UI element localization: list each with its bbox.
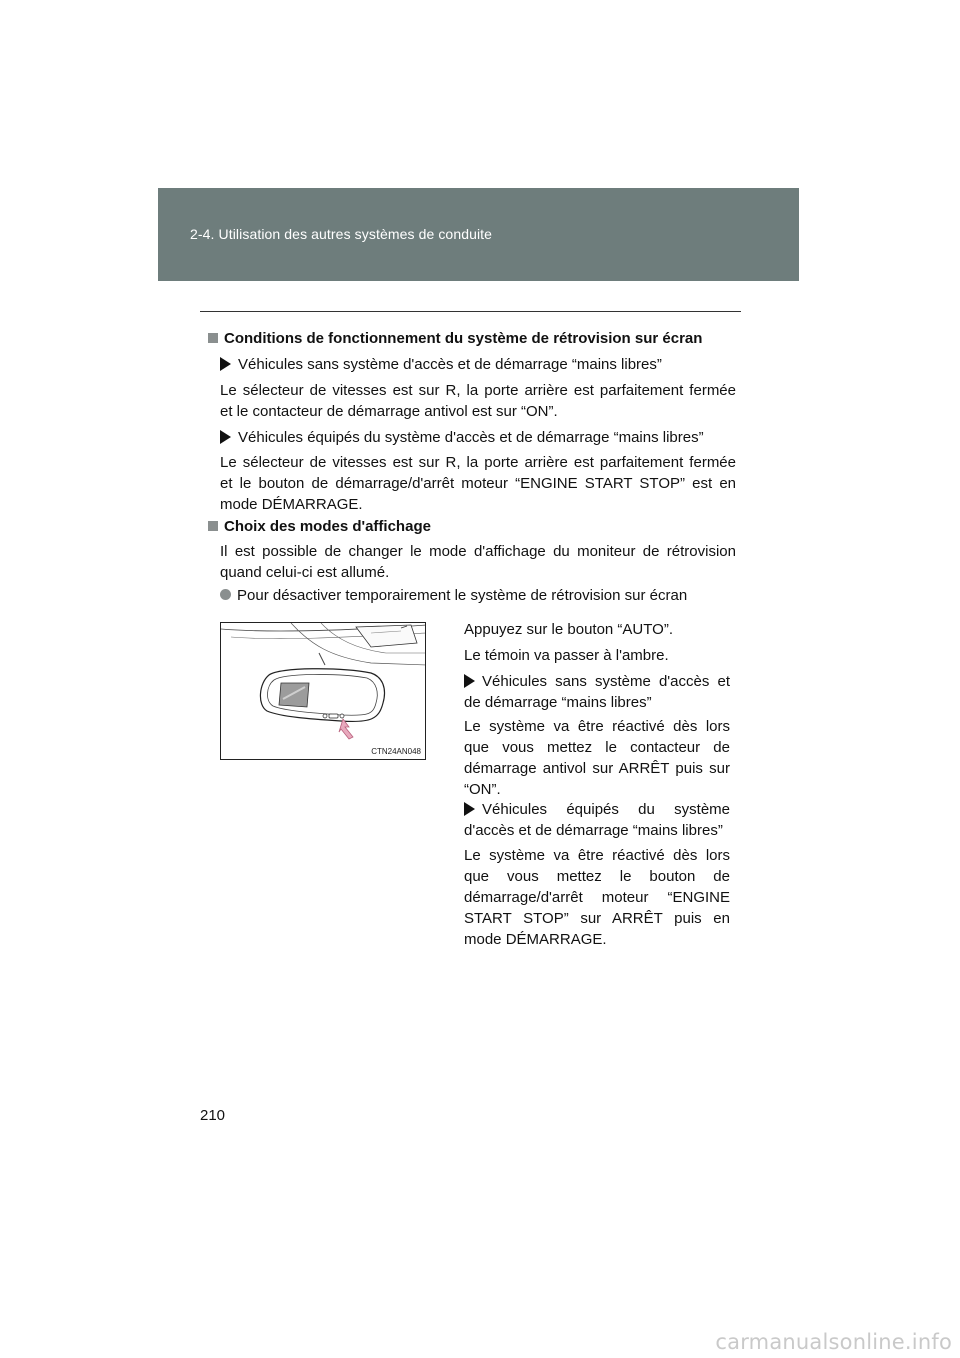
section1-item1-text — [220, 380, 736, 422]
square-bullet-icon — [208, 521, 218, 531]
right-step1: Appuyez sur le bouton “AUTO”. — [464, 621, 673, 638]
text-line: Véhicules équipés du système — [464, 799, 730, 820]
mirror-figure — [220, 622, 426, 760]
right-step2: Le témoin va passer à l'ambre. — [464, 647, 669, 664]
text-line: “ON”. — [464, 781, 501, 798]
text-line: démarrage/d'arrêt moteur “ENGINE — [464, 889, 730, 906]
text-line: START STOP” sur ARRÊT puis en — [464, 910, 730, 927]
section1-item2-label: Véhicules équipés du système d'accès et de démarrage “mains libres” — [220, 427, 740, 448]
text-line: Le sélecteur de vitesses est sur R, la porte arrière est parfaitement fermée — [220, 382, 736, 399]
text-line: Le système va être réactivé dès lors — [464, 847, 730, 864]
text-line: et le contacteur de démarrage antivol est sur “ON”. — [220, 403, 558, 420]
right-item2-text — [464, 845, 730, 950]
watermark[interactable]: carmanualsonline.info — [715, 1330, 952, 1354]
text-line: d'accès et de démarrage “mains libres” — [464, 822, 723, 839]
text-line: de démarrage “mains libres” — [464, 694, 652, 711]
triangle-marker-icon — [464, 674, 475, 688]
section2-heading: Choix des modes d'affichage — [208, 516, 748, 537]
text-line: que vous mettez le bouton de — [464, 868, 730, 885]
text-line: Le système va être réactivé dès lors — [464, 718, 730, 735]
text-line: Il est possible de changer le mode d'affichage du moniteur de rétrovision — [220, 543, 736, 560]
figure-code: CTN24AN048 — [371, 747, 421, 756]
rearview-mirror-icon — [221, 623, 426, 760]
section1-heading: Conditions de fonctionnement du système de rétrovision sur écran — [208, 328, 748, 349]
right-item1-text — [464, 716, 730, 800]
text-line: démarrage antivol sur ARRÊT puis sur — [464, 760, 730, 777]
triangle-marker-icon — [220, 357, 231, 371]
section1-item1-label: Véhicules sans système d'accès et de démarrage “mains libres” — [220, 354, 740, 375]
text-line: mode DÉMARRAGE. — [464, 931, 607, 948]
text-line: mode DÉMARRAGE. — [220, 496, 363, 513]
right-item2-label — [464, 799, 730, 841]
triangle-marker-icon — [464, 802, 475, 816]
text-line: et le bouton de démarrage/d'arrêt moteur “ENGINE START STOP” est en — [220, 475, 736, 492]
divider — [200, 311, 741, 312]
circle-bullet-icon — [220, 589, 231, 600]
section2-bullet: Pour désactiver temporairement le système de rétrovision sur écran — [220, 585, 740, 606]
right-item1-label — [464, 671, 730, 713]
section1-item2-text — [220, 452, 736, 515]
section2-intro — [220, 541, 736, 583]
page-number: 210 — [200, 1107, 226, 1124]
section-breadcrumb: 2-4. Utilisation des autres systèmes de conduite — [190, 226, 493, 242]
text-line: que vous mettez le contacteur de — [464, 739, 730, 756]
text-line: Le sélecteur de vitesses est sur R, la porte arrière est parfaitement fermée — [220, 454, 736, 471]
square-bullet-icon — [208, 333, 218, 343]
triangle-marker-icon — [220, 430, 231, 444]
text-line: quand celui-ci est allumé. — [220, 564, 390, 581]
text-line: Véhicules sans système d'accès et — [464, 671, 730, 692]
